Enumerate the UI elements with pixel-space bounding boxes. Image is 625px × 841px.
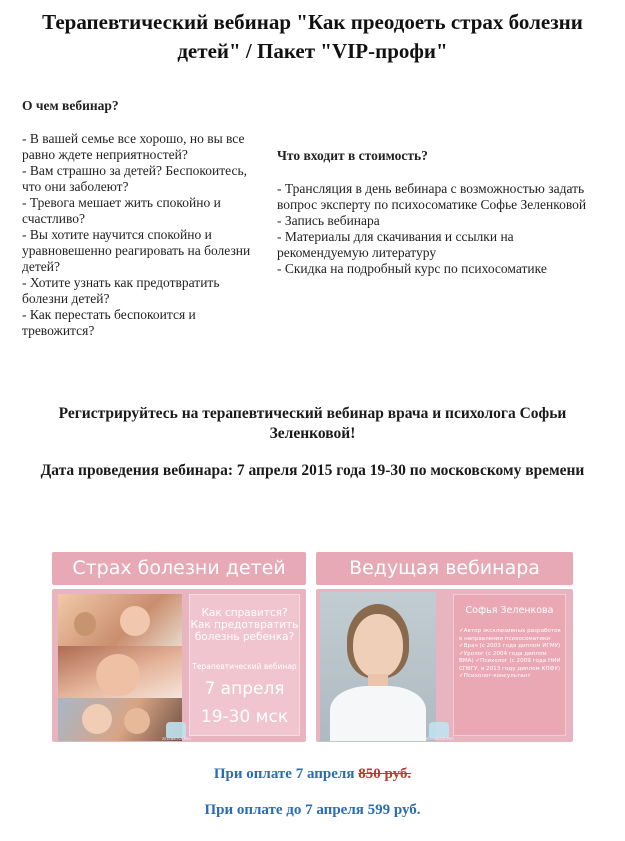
promo-date: 7 апреля — [204, 679, 285, 699]
webinar-date: Дата проведения вебинара: 7 апреля 2015 года 19-30 по московскому времени — [40, 462, 585, 479]
banner-right-header: Ведущая вебинара — [316, 552, 573, 585]
child-photo — [58, 594, 182, 646]
child-photo — [58, 698, 182, 741]
about-item: - Как перестать беспокоится и тревожится? — [22, 307, 196, 338]
about-item: - Вам страшно за детей? Беспокоитесь, что они заболеют? — [22, 163, 248, 194]
included-section — [277, 148, 597, 277]
included-item: - Трансляция в день вебинара с возможностью задать вопрос эксперту по психосоматике Софье Зеленковой — [277, 181, 587, 212]
promo-question: Как справится? Как предотвратить болезнь ребенка? — [190, 607, 299, 643]
banner-host — [316, 552, 573, 742]
price-label: При оплате 7 апреля — [213, 766, 355, 782]
price-line-regular — [0, 766, 625, 783]
included-item: - Скидка на подробный курс по психосоматике — [277, 261, 547, 276]
about-item: - Вы хотите научится спокойно и уравновешенно реагировать на болезни детей? — [22, 227, 251, 274]
about-item: - В вашей семье все хорошо, но вы все равно ждете неприятностей? — [22, 131, 245, 162]
host-info-card — [453, 594, 566, 736]
register-call-to-action: Регистрируйтесь на терапевтический вебинар врача и психолога Софьи Зеленковой! — [58, 405, 567, 442]
host-name: Софья Зеленкова — [465, 605, 554, 616]
banner-child-fear — [52, 552, 306, 742]
logo-label: ZELENKOVA.PRO — [162, 737, 192, 741]
page-title: Терапевтический вебинар "Как преодоеть страх болезни детей" / Пакет "VIP-профи" — [42, 10, 583, 63]
included-item: - Материалы для скачивания и ссылки на рекомендуемую литературу — [277, 229, 514, 260]
about-section — [22, 98, 252, 339]
children-photos — [58, 594, 182, 741]
included-heading: Что входит в стоимость? — [277, 148, 428, 163]
about-item: - Тревога мешает жить спокойно и счастливо? — [22, 195, 221, 226]
logo-icon — [429, 722, 449, 738]
about-item: - Хотите узнать как предотвратить болезни детей? — [22, 275, 220, 306]
old-price: 850 руб. — [358, 766, 412, 782]
price-line-discount: При оплате до 7 апреля 599 руб. — [204, 802, 421, 818]
banner-right-body — [316, 589, 573, 742]
about-heading: О чем вебинар? — [22, 98, 119, 113]
logo-label: ZELENKOVA.PRO — [425, 737, 455, 741]
banner-left-header: Страх болезни детей — [52, 552, 306, 585]
host-credentials: ✓Автор эксклюзивных разработок в направлении психосоматики ✓Врач (с 2003 года диплом ИГМУ) ✓Уролог (с 2004 года диплом ВМА) ✓Психолог (с 2009 года НИИ СПбГУ, в 2013 году диплом КПФУ) ✓Психолог-консультант — [459, 628, 561, 679]
webinar-promo-card — [189, 594, 300, 736]
promo-subtitle: Терапевтический вебинар — [192, 662, 297, 671]
included-item: - Запись вебинара — [277, 213, 380, 228]
logo-icon — [166, 722, 186, 738]
promo-time: 19-30 мск — [200, 707, 289, 727]
banner-left-body — [52, 589, 306, 742]
child-photo — [58, 646, 182, 698]
host-portrait — [320, 592, 436, 741]
